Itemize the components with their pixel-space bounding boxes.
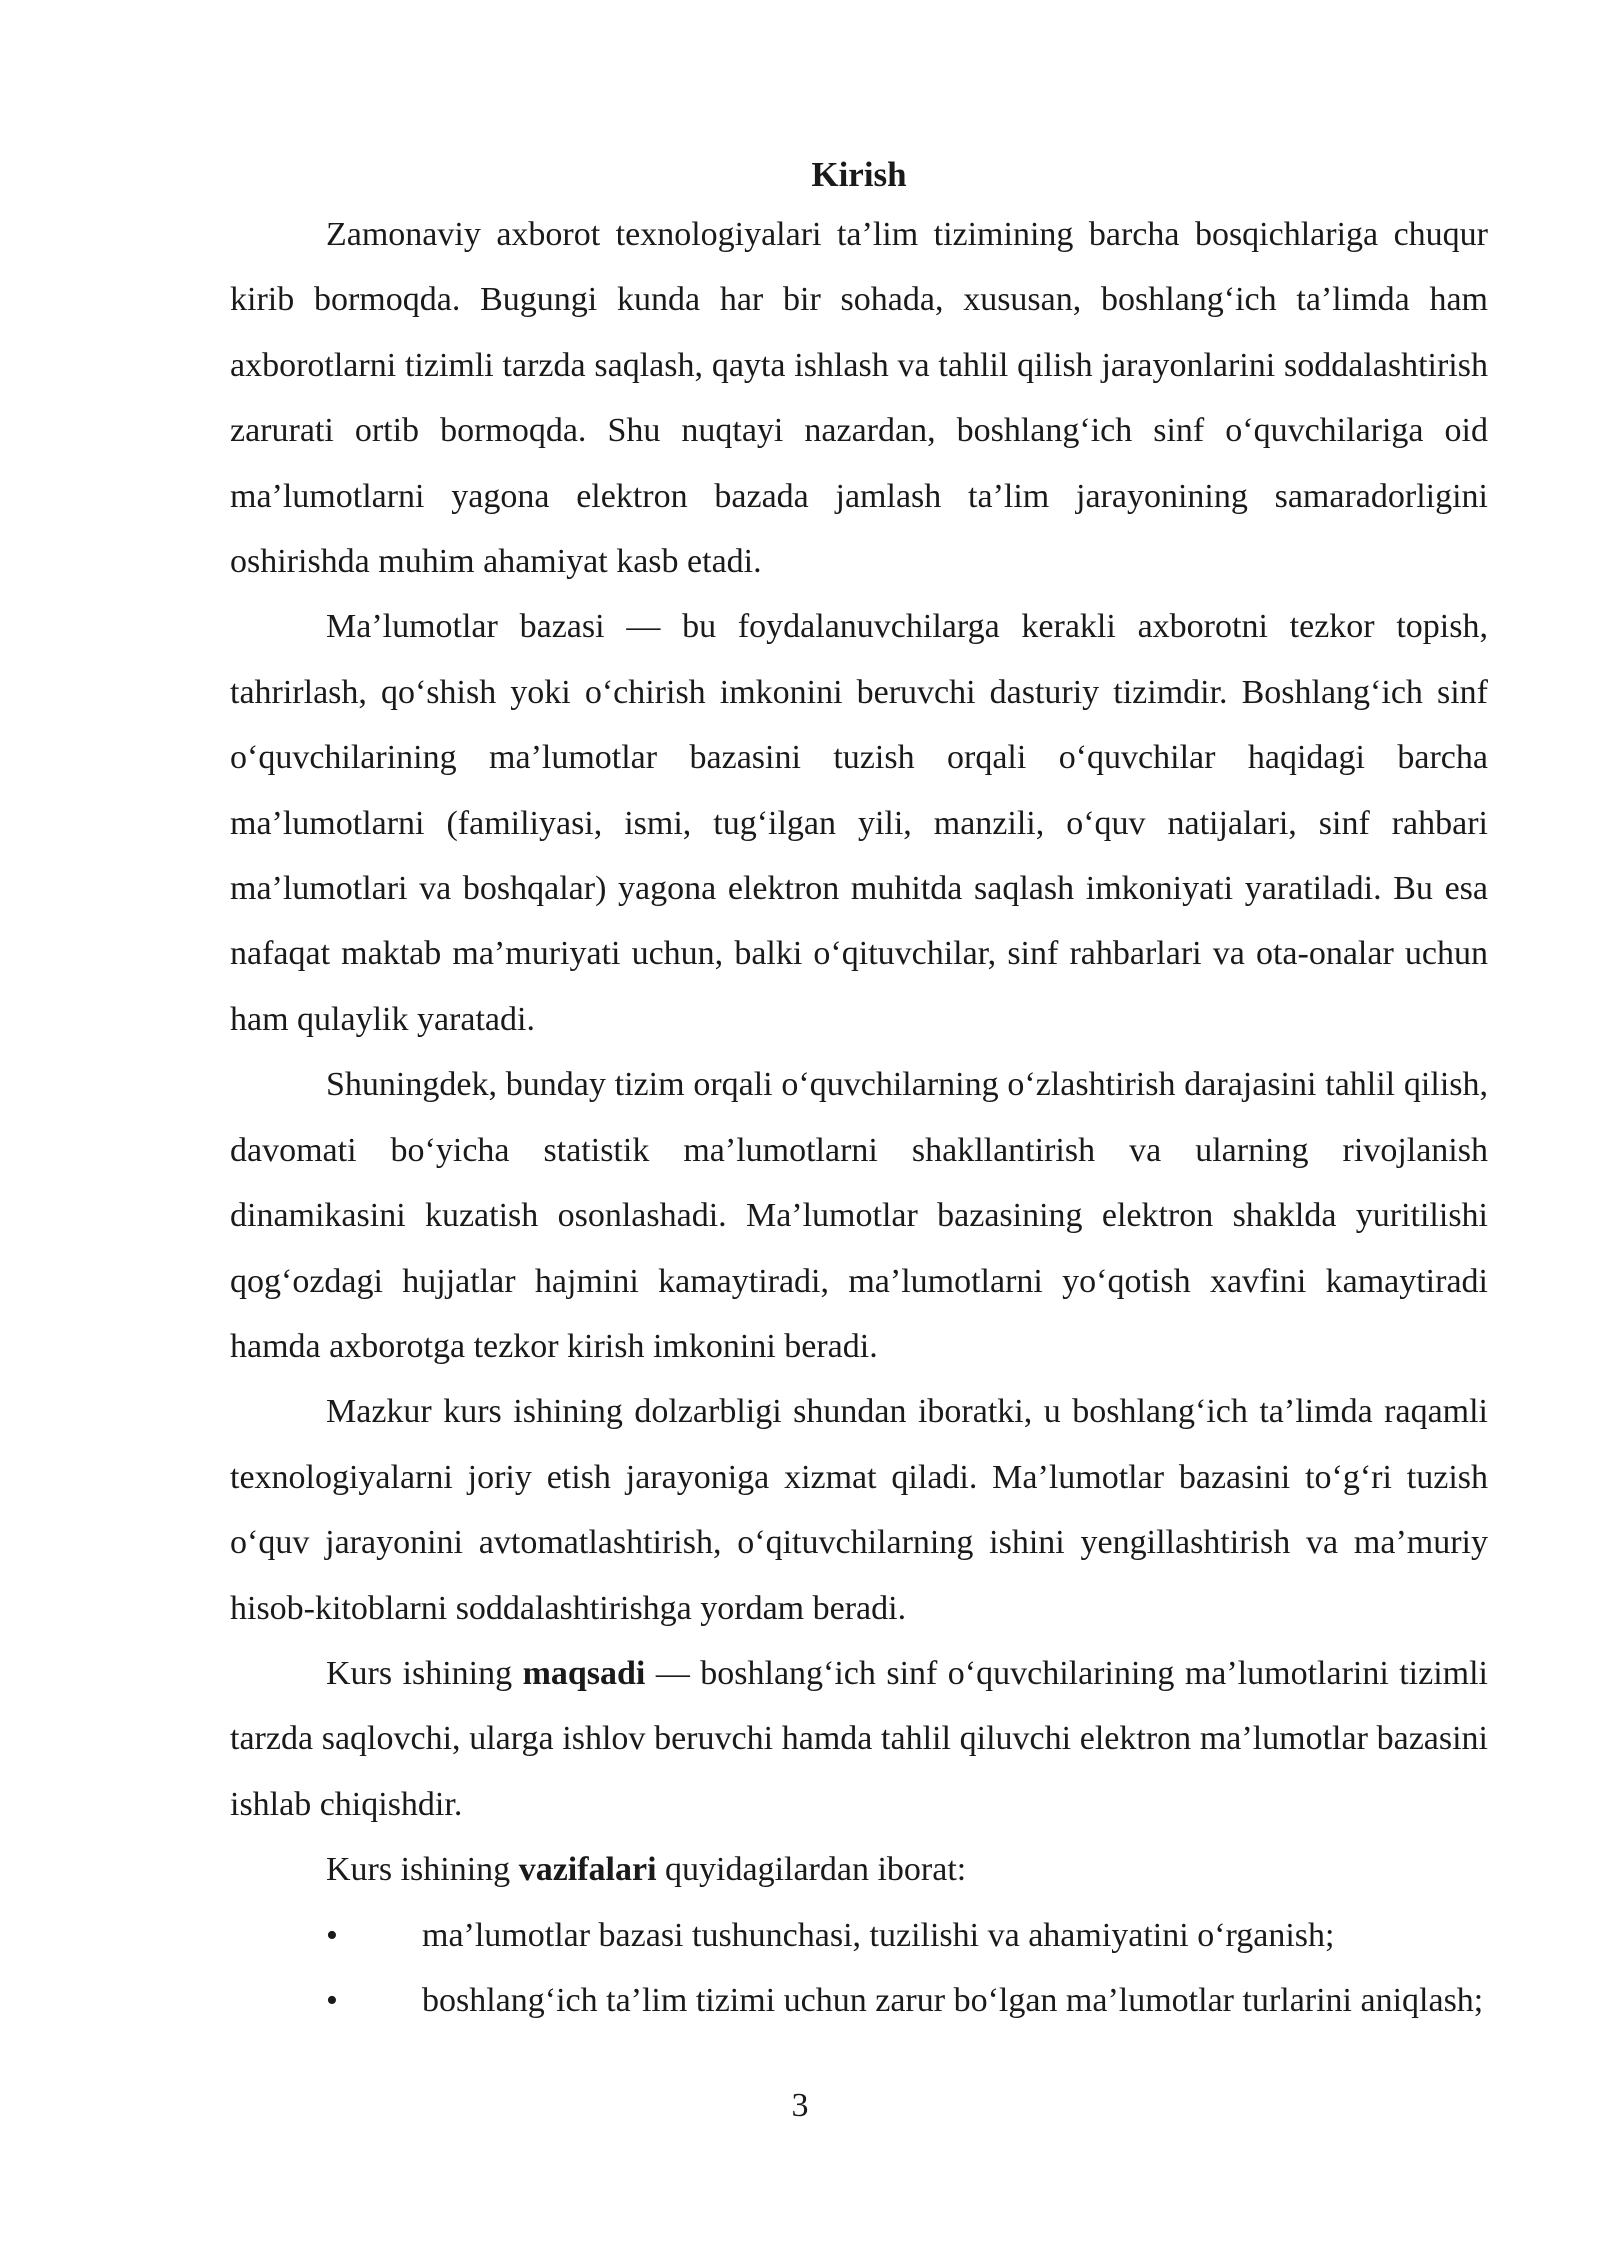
- list-item-text: ma’lumotlar bazasi tushunchasi, tuzilishi va ahamiyatini o‘rganish;: [422, 1916, 1335, 1954]
- page-number: 3: [791, 2087, 809, 2124]
- task-list: [230, 1903, 1488, 2034]
- paragraph-database-definition: Ma’lumotlar bazasi — bu foydalanuvchilarga kerakli axborotni tezkor topish, tahrirlash, qo‘shish yoki o‘chirish imkonini beruvchi dasturiy tizimdir. Boshlang‘ich sinf o‘quvchilarining ma’lumotlar bazasini tuzish orqali o‘quvchilar haqidagi barcha ma’lumotlarni (familiyasi, ismi, tug‘ilgan yili, manzili, o‘quv natijalari, sinf rahbari ma’lumotlari va boshqalar) yagona elektron muhitda saqlash imkoniyati yaratiladi. Bu esa nafaqat maktab ma’muriyati uchun, balki o‘qituvchilar, sinf rahbarlari va ota-onalar uchun ham qulaylik yaratadi.: [230, 608, 1488, 1038]
- list-item: [230, 1903, 1488, 1968]
- goal-text: — boshlang‘ich sinf o‘quvchilarining ma’lumotlarini tizimli tarzda saqlovchi, ularga ishlov beruvchi hamda tahlil qiluvchi elektron ma’lumotlar bazasini ishlab chiqishdir.: [230, 1654, 1488, 1823]
- tasks-prefix: Kurs ishining: [326, 1851, 519, 1889]
- document-page: [230, 148, 1488, 2033]
- tasks-suffix: quyidagilardan iborat:: [656, 1851, 967, 1889]
- paragraph-analysis: Shuningdek, bunday tizim orqali o‘quvchilarning o‘zlashtirish darajasini tahlil qilish, davomati bo‘yicha statistik ma’lumotlarni shakllantirish va ularning rivojlanish dinamikasini kuzatish osonlashadi. Ma’lumotlar bazasining elektron shaklda yuritilishi qog‘ozdagi hujjatlar hajmini kamaytiradi, ma’lumotlarni yo‘qotish xavfini kamaytiradi hamda axborotga tezkor kirish imkonini beradi.: [230, 1066, 1488, 1365]
- goal-prefix: Kurs ishining: [326, 1654, 523, 1692]
- bullet-icon: •: [326, 1981, 338, 2019]
- bullet-icon: •: [326, 1916, 338, 1954]
- paragraph-relevance: Mazkur kurs ishining dolzarbligi shundan iboratki, u boshlang‘ich ta’limda raqamli texnologiyalarni joriy etish jarayoniga xizmat qiladi. Ma’lumotlar bazasini to‘g‘ri tuzish o‘quv jarayonini avtomatlashtirish, o‘qituvchilarning ishini yengillashtirish va ma’muriy hisob-kitoblarni soddalashtirishga yordam beradi.: [230, 1393, 1488, 1627]
- paragraph-intro: Zamonaviy axborot texnologiyalari ta’lim tizimining barcha bosqichlariga chuqur kirib bormoqda. Bugungi kunda har bir sohada, xususan, boshlang‘ich ta’limda ham axborotlarni tizimli tarzda saqlash, qayta ishlash va tahlil qilish jarayonlarini soddalashtirish zarurati ortib bormoqda. Shu nuqtayi nazardan, boshlang‘ich sinf o‘quvchilariga oid ma’lumotlarni yagona elektron bazada jamlash ta’lim jarayonining samaradorligini oshirishda muhim ahamiyat kasb etadi.: [230, 216, 1488, 581]
- tasks-keyword: vazifalari: [518, 1851, 657, 1889]
- list-item-text: boshlang‘ich ta’lim tizimi uchun zarur bo‘lgan ma’lumotlar turlarini aniqlash;: [422, 1981, 1484, 2019]
- list-item: [230, 1968, 1488, 2033]
- section-heading: Kirish: [811, 155, 907, 194]
- paragraph-tasks: [230, 1837, 1488, 1902]
- goal-keyword: maqsadi: [522, 1654, 646, 1692]
- paragraph-goal: [230, 1641, 1488, 1837]
